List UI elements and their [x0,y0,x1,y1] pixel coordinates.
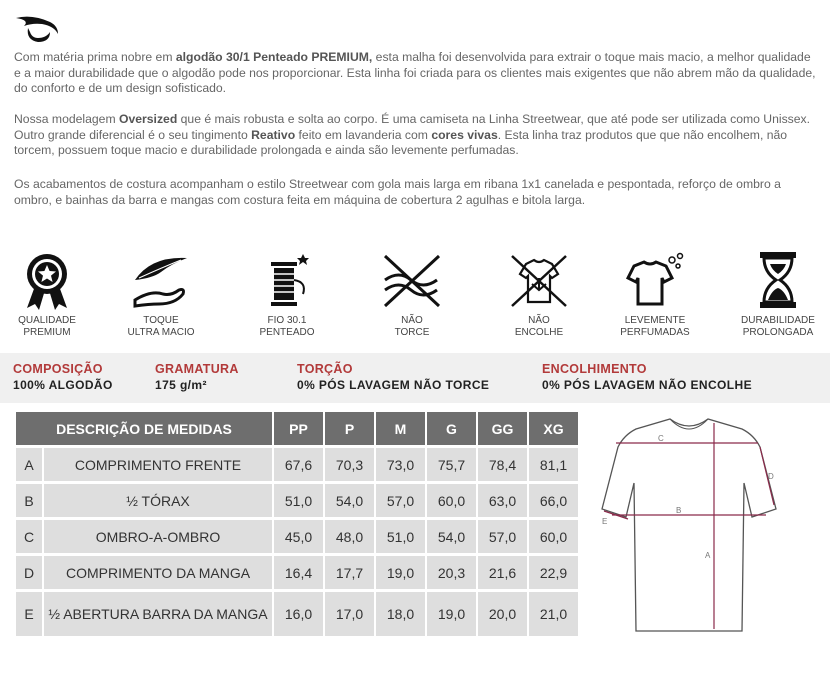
table-row [16,520,578,553]
table-cell: 57,0 [478,520,527,553]
table-cell: 48,0 [325,520,374,553]
table-cell: 19,0 [427,592,476,636]
table-cell: 22,9 [529,556,578,589]
table-cell: 17,0 [325,592,374,636]
table-cell: 67,6 [274,448,323,481]
table-cell: 16,4 [274,556,323,589]
size-header: P [325,412,374,445]
table-cell: 20,3 [427,556,476,589]
table-cell: 78,4 [478,448,527,481]
diagram-label-d: D [768,472,774,481]
row-description: COMPRIMENTO DA MANGA [44,556,272,589]
table-cell: 63,0 [478,484,527,517]
spec-composition: COMPOSIÇÃO 100% ALGODÃO [13,362,113,392]
row-description: COMPRIMENTO FRENTE [44,448,272,481]
diagram-label-c: C [658,434,664,443]
intro-paragraph-2: Nossa modelagem Oversized que é mais robusta e solta ao corpo. É uma camiseta na Linha Streetwear, que até pode ser utilizada como Unissex. Outro grande diferencial é o seu tingimento Reativo feito em lavanderia com cores vivas. Esta linha traz produtos que que não encolhem, não torcem, possuem toque macio e durabilidade prolongada e ainda são levemente perfumadas. [14,112,811,157]
row-letter: C [16,520,42,553]
specs-band [0,353,830,403]
feature-no-twist: NÃO TORCE [357,250,467,338]
table-cell: 20,0 [478,592,527,636]
no-shrink-icon [504,250,574,312]
size-header: GG [478,412,527,445]
table-row [16,556,578,589]
size-header: XG [529,412,578,445]
feature-combed-yarn: FIO 30.1 PENTEADO [232,250,342,338]
table-cell: 81,1 [529,448,578,481]
table-cell: 60,0 [529,520,578,553]
intro-paragraph-3: Os acabamentos de costura acompanham o estilo Streetwear com gola mais larga em ribana 1x1 canelada e pespontada, reforço de ombro a ombro, e bainhas da barra e mangas com costura feita em máquina de cobertura 2 agulhas e bitola larga. [14,177,781,207]
feature-premium-quality: QUALIDADE PREMIUM [0,250,102,338]
table-cell: 51,0 [376,520,425,553]
table-cell: 54,0 [325,484,374,517]
table-cell: 54,0 [427,520,476,553]
row-description: OMBRO-A-OMBRO [44,520,272,553]
feature-no-shrink: NÃO ENCOLHE [484,250,594,338]
row-letter: D [16,556,42,589]
tshirt-outline [602,419,776,631]
table-cell: 51,0 [274,484,323,517]
tshirt-measurement-diagram [592,413,782,635]
table-cell: 21,6 [478,556,527,589]
table-row [16,448,578,481]
diagram-label-b: B [676,506,682,515]
table-cell: 66,0 [529,484,578,517]
hourglass-icon [748,250,808,312]
table-cell: 73,0 [376,448,425,481]
table-cell: 70,3 [325,448,374,481]
feature-durability: DURABILIDADE PROLONGADA [723,250,830,338]
table-cell: 57,0 [376,484,425,517]
intro-paragraph-1: Com matéria prima nobre em algodão 30/1 Penteado PREMIUM, esta malha foi desenvolvida para extrair o toque mais macio, a melhor qualidade e a maior durabilidade que o algodão pode nos proporcionar. Esta linha foi criada para os clientes mais exigentes que não abrem mão da qualidade, do conforto e de um design sofisticado. [14,50,816,95]
diagram-label-a: A [705,551,711,560]
feather-hand-icon [131,250,191,312]
no-twist-icon [377,250,447,312]
size-header: PP [274,412,323,445]
table-row [16,592,578,636]
table-cell: 60,0 [427,484,476,517]
row-letter: B [16,484,42,517]
table-cell: 75,7 [427,448,476,481]
spec-shrinkage: ENCOLHIMENTO 0% PÓS LAVAGEM NÃO ENCOLHE [542,362,752,392]
size-header: M [376,412,425,445]
award-ribbon-icon [17,250,77,312]
row-letter: E [16,592,42,636]
table-cell: 18,0 [376,592,425,636]
row-description: ½ TÓRAX [44,484,272,517]
thread-spool-icon [257,250,317,312]
table-header-description: DESCRIÇÃO DE MEDIDAS [16,412,272,445]
table-cell: 17,7 [325,556,374,589]
perfumed-shirt-icon [620,250,690,312]
table-cell: 19,0 [376,556,425,589]
row-description: ½ ABERTURA BARRA DA MANGA [44,592,272,636]
brand-logo-icon [14,12,60,46]
diagram-label-e: E [602,517,608,526]
table-cell: 16,0 [274,592,323,636]
spec-twist: TORÇÃO 0% PÓS LAVAGEM NÃO TORCE [297,362,490,392]
feature-icons-row [0,250,830,350]
row-letter: A [16,448,42,481]
table-header-row [16,412,578,445]
feature-perfumed: LEVEMENTE PERFUMADAS [600,250,710,338]
table-row [16,484,578,517]
size-header: G [427,412,476,445]
feature-ultra-soft: TOQUE ULTRA MACIO [106,250,216,338]
measurements-table [14,409,580,639]
table-cell: 21,0 [529,592,578,636]
table-cell: 45,0 [274,520,323,553]
spec-weight: GRAMATURA 175 g/m² [155,362,239,392]
